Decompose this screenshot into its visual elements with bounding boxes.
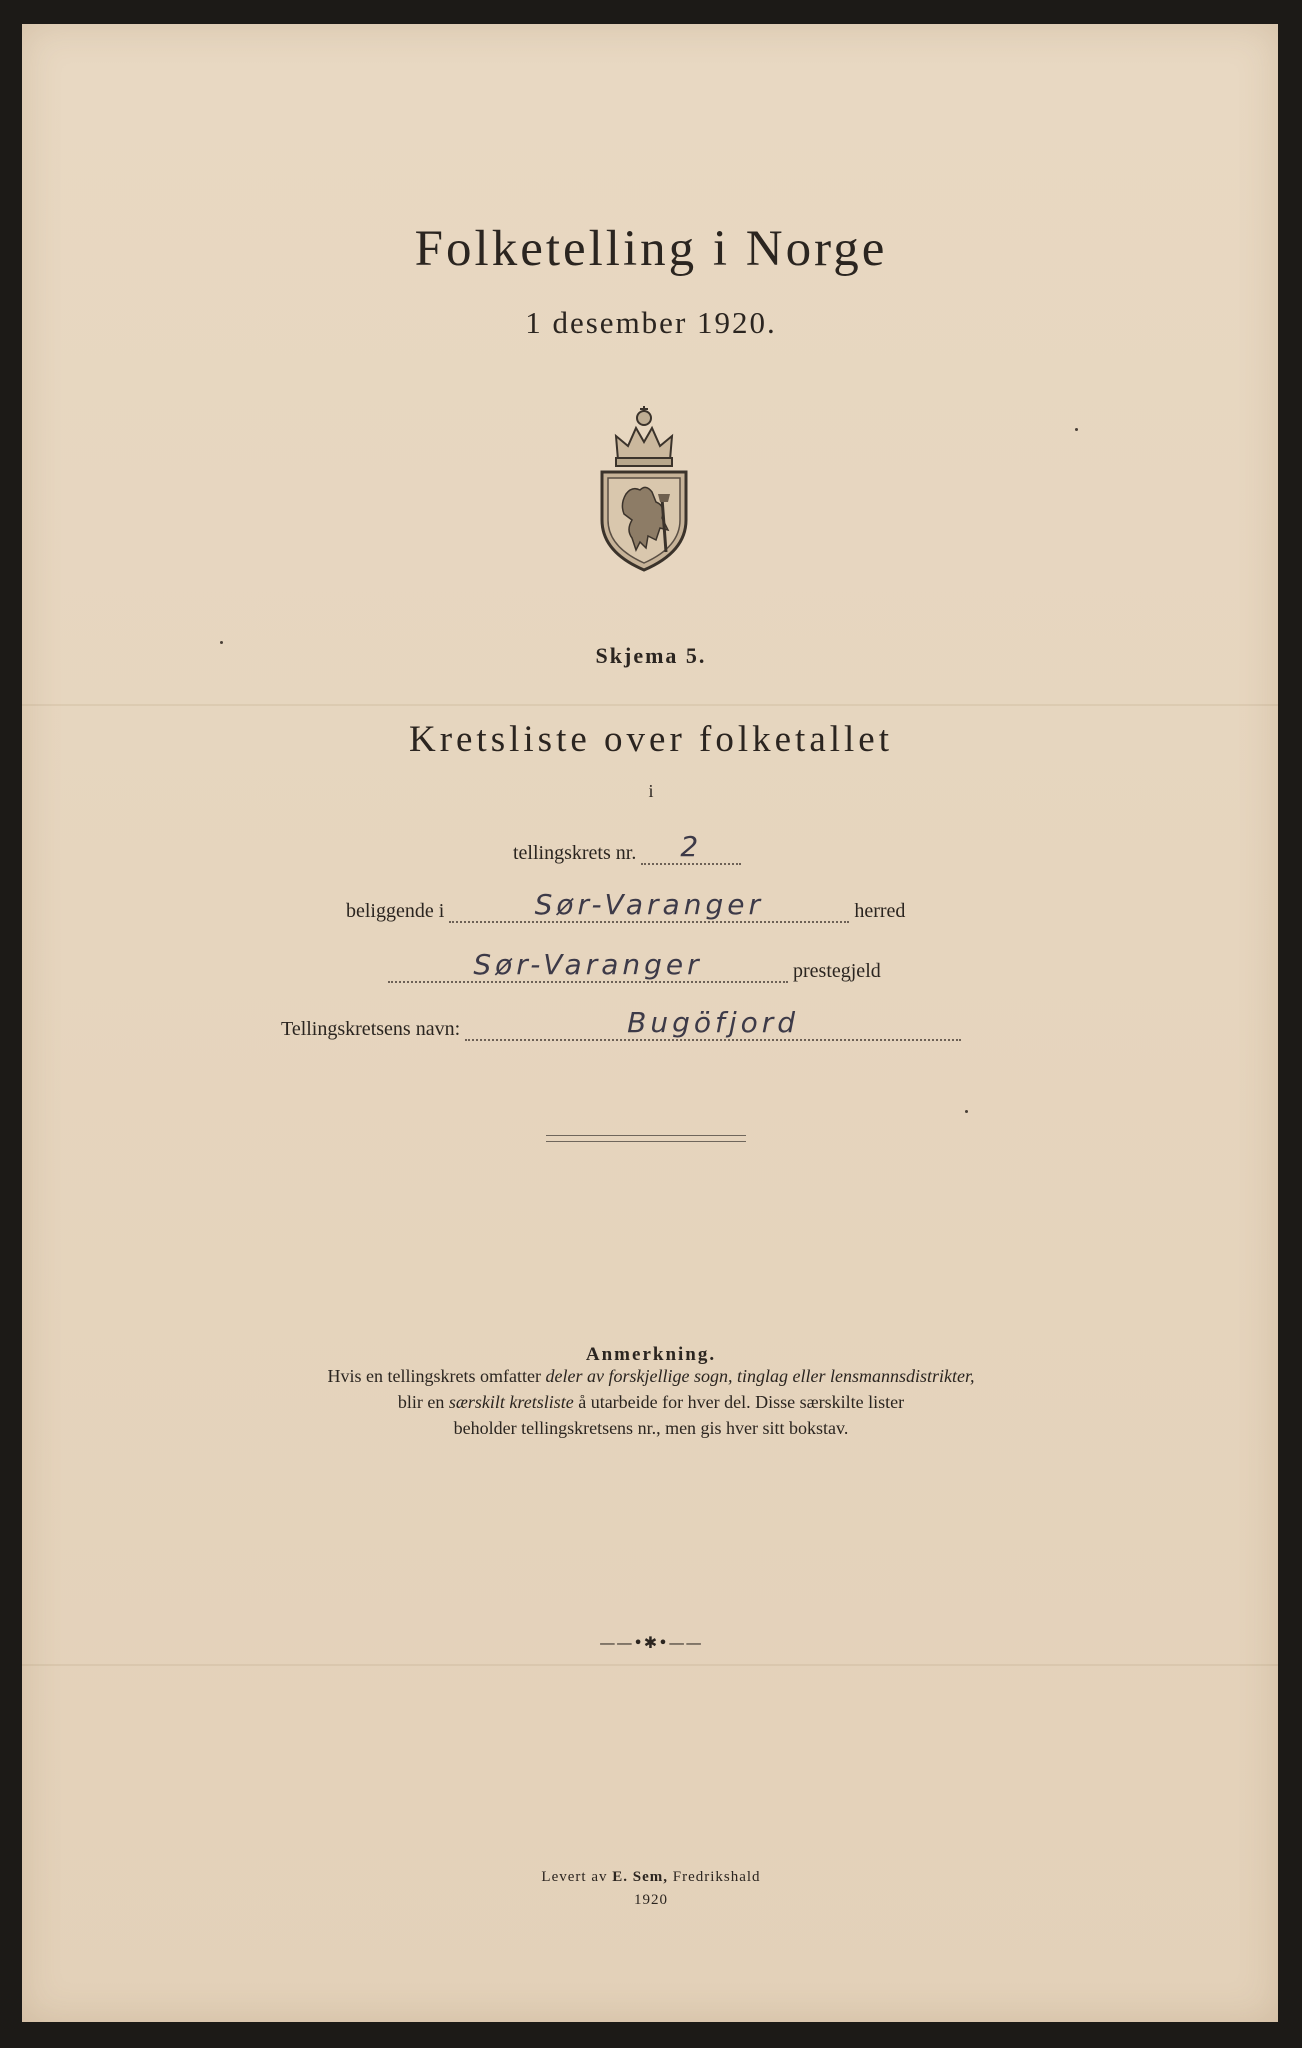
herred-row — [346, 888, 905, 923]
print-year: 1920 — [634, 1892, 668, 1908]
printer-text: Levert av — [541, 1869, 613, 1885]
section-divider — [546, 1135, 746, 1142]
note-line-3: beholder tellingskretsens nr., men gis hver sitt bokstav. — [453, 1418, 849, 1438]
fold-line — [22, 704, 1278, 706]
kretsnavn-row — [281, 1006, 961, 1041]
prestegjeld-row — [388, 948, 881, 983]
beliggende-label: beliggende i — [346, 900, 445, 922]
tellingskrets-row — [513, 830, 741, 865]
note-heading: Anmerkning. — [585, 1344, 717, 1365]
note-text: blir en — [397, 1392, 449, 1412]
connector-word: i — [648, 781, 654, 801]
kretsnavn-label: Tellingskretsens navn: — [281, 1018, 461, 1040]
fold-line — [22, 1664, 1278, 1666]
tellingskrets-label: tellingskrets nr. — [513, 842, 637, 864]
printer-name: E. Sem, — [612, 1869, 668, 1885]
herred-label: herred — [854, 900, 906, 922]
form-subtitle: Kretsliste over folketallet — [408, 719, 894, 760]
page-title: Folketelling i Norge — [414, 221, 888, 277]
kretsnavn-field[interactable]: Bugöfjord — [465, 1006, 961, 1041]
note-line-2 — [0, 1392, 1302, 1413]
note-line-1 — [0, 1366, 1302, 1387]
herred-field[interactable]: Sør-Varanger — [449, 888, 849, 923]
printer-credit — [0, 1869, 1302, 1886]
note-text: å utarbeide for hver del. Disse særskilte lister — [573, 1392, 905, 1412]
paper-speck — [1075, 428, 1078, 431]
norwegian-coat-of-arms-icon — [596, 402, 692, 572]
census-date: 1 desember 1920. — [525, 305, 777, 340]
note-text: Hvis en tellingskrets omfatter — [327, 1366, 546, 1386]
note-emphasis: deler av forskjellige sogn, tinglag eller lensmannsdistrikter, — [545, 1366, 975, 1386]
note-emphasis: særskilt kretsliste — [448, 1392, 574, 1412]
ornament-divider: ——•✱•—— — [599, 1633, 703, 1652]
prestegjeld-label: prestegjeld — [793, 960, 881, 982]
prestegjeld-field[interactable]: Sør-Varanger — [388, 948, 788, 983]
schema-number: Skjema 5. — [595, 643, 707, 668]
tellingskrets-number-field[interactable]: 2 — [641, 830, 741, 865]
paper-speck — [220, 641, 223, 644]
printer-place: Fredrikshald — [667, 1869, 761, 1885]
paper-speck — [965, 1110, 968, 1113]
